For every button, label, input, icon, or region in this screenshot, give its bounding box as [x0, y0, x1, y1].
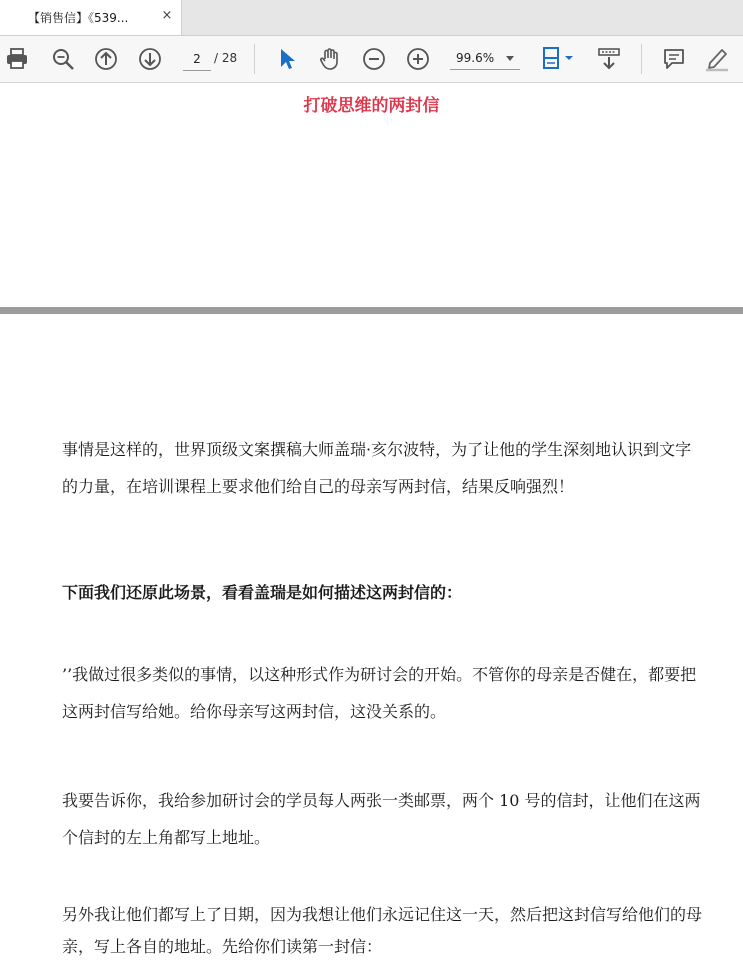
comment-icon[interactable]: [661, 46, 687, 72]
page-down-icon[interactable]: [137, 46, 163, 72]
paragraph-stamps: 我要告诉你，我给参加研讨会的学员每人两张一类邮票，两个 10 号的信封，让他们在这两个信封的左上角都写上地址。: [62, 791, 701, 847]
tab-close-icon[interactable]: ×: [161, 8, 173, 23]
page-title: 打破思维的两封信: [303, 96, 440, 116]
tab-title: 【销售信】《539...: [28, 11, 129, 25]
paragraph-quote-start: ’’我做过很多类似的事情，以这种形式作为研讨会的开始。不管你的母亲是否健在，都要把这两封信写给她。给你母亲写这两封信，这没关系的。: [62, 665, 697, 721]
zoom-plus-icon[interactable]: [405, 46, 431, 72]
hand-tool-icon[interactable]: [317, 46, 343, 72]
document-viewport[interactable]: [0, 83, 743, 964]
select-cursor-icon[interactable]: [274, 46, 300, 72]
zoom-minus-icon[interactable]: [361, 46, 387, 72]
paragraph-scene-heading: 下面我们还原此场景，看看盖瑞是如何描述这两封信的：: [62, 583, 463, 602]
paragraph-intro: 事情是这样的，世界顶级文案撰稿大师盖瑞·亥尔波特，为了让他的学生深刻地认识到文字的力量，在培训课程上要求他们给自己的母亲写两封信，结果反响强烈！: [62, 440, 692, 496]
toolbar-divider: [254, 44, 255, 74]
document-tab[interactable]: [0, 0, 182, 35]
scroll-mode-icon[interactable]: [596, 46, 622, 72]
toolbar-divider: [641, 44, 642, 74]
page-up-icon[interactable]: [93, 46, 119, 72]
zoom-level-dropdown[interactable]: [450, 47, 520, 70]
tab-bar: [0, 0, 743, 36]
zoom-out-magnifier-icon[interactable]: [50, 46, 76, 72]
page-separator: [0, 307, 743, 314]
chevron-down-icon: [506, 56, 514, 61]
highlight-pen-icon[interactable]: [704, 46, 730, 72]
toolbar: [0, 36, 743, 83]
zoom-level-value: 99.6%: [456, 51, 495, 65]
printer-icon[interactable]: [4, 46, 30, 72]
page-number-input[interactable]: [183, 48, 211, 71]
paragraph-date: 另外我让他们都写上了日期，因为我想让他们永远记住这一天，然后把这封信写给他们的母亲，写上各自的地址。先给你们读第一封信：: [62, 905, 703, 956]
page-total-label: / 28: [214, 51, 238, 65]
fit-page-icon[interactable]: [540, 46, 576, 72]
